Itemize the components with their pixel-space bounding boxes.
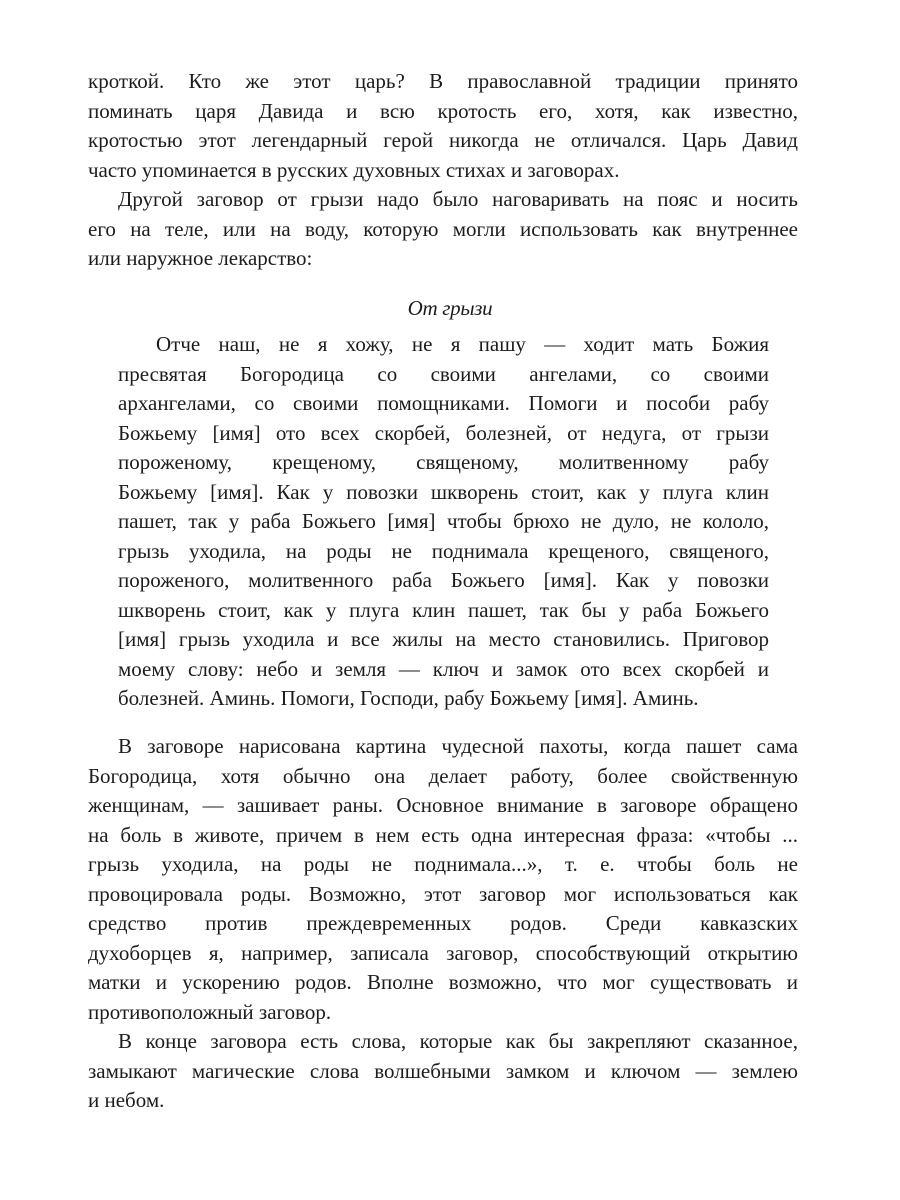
- paragraph: [88, 732, 798, 1027]
- text-line: замыкают магические слова волшебными замком и ключом — землею: [88, 1058, 798, 1083]
- text-line: его на теле, или на воду, которую могли использовать как внутреннее: [88, 216, 798, 241]
- text-line: женщинам, — зашивает раны. Основное внимание в заговоре обращено: [88, 793, 798, 817]
- text-block-bottom: [88, 732, 798, 1116]
- text-line: Другой заговор от грызи надо было наговаривать на пояс и носить: [118, 187, 798, 211]
- text-line: Богородица, хотя обычно она делает работу, более свойственную: [88, 763, 798, 788]
- spell-text: [118, 330, 769, 714]
- spell-line: болезней. Аминь. Помоги, Господи, рабу Божьему [имя]. Аминь.: [118, 686, 699, 710]
- spell-line: пороженого, молитвенного раба Божьего [имя]. Как у повозки: [118, 568, 769, 592]
- spell-line: Отче наш, не я хожу, не я пашу — ходит мать Божия: [156, 332, 769, 356]
- spell-line: [имя] грызь уходила и все жилы на место становились. Приговор: [118, 627, 769, 651]
- text-line: духоборцев я, например, записала заговор, способствующий открытию: [88, 940, 798, 965]
- spell-title: От грызи: [407, 296, 493, 320]
- text-line: кроткой. Кто же этот царь? В православной традиции принято: [88, 69, 798, 93]
- text-line: В конце заговора есть слова, которые как бы закрепляют сказанное,: [118, 1029, 798, 1053]
- text-line: кротостью этот легендарный герой никогда не отличался. Царь Давид: [88, 128, 798, 152]
- spell-line: грызь уходила, на роды не поднимала крещеного, священого,: [118, 538, 769, 563]
- paragraph: [88, 67, 798, 185]
- paragraph: [88, 1027, 798, 1116]
- text-block-top: [88, 67, 798, 274]
- paragraph: [88, 185, 798, 274]
- spell-line: Божьему [имя]. Как у повозки шкворень стоит, как у плуга клин: [118, 479, 769, 504]
- spell-line: пороженому, крещеному, священому, молитвенному рабу: [118, 450, 769, 474]
- text-line: на боль в животе, причем в нем есть одна интересная фраза: «чтобы ...: [88, 822, 798, 847]
- text-line: матки и ускорению родов. Вполне возможно, что мог существовать и: [88, 970, 798, 994]
- spell-line: архангелами, со своими помощниками. Помоги и пособи рабу: [118, 391, 769, 415]
- spell-line: шкворень стоит, как у плуга клин пашет, так бы у раба Божьего: [118, 597, 769, 622]
- text-line: грызь уходила, на роды не поднимала...», т. е. чтобы боль не: [88, 852, 798, 876]
- text-line: В заговоре нарисована картина чудесной пахоты, когда пашет сама: [118, 734, 798, 758]
- spell-line: Божьему [имя] ото всех скорбей, болезней, от недуга, от грызи: [118, 420, 769, 445]
- spell-line: пашет, так у раба Божьего [имя] чтобы брюхо не дуло, не кололо,: [118, 509, 769, 533]
- text-line: или наружное лекарство:: [88, 246, 313, 270]
- spell-line: моему слову: небо и земля — ключ и замок ото всех скорбей и: [118, 656, 769, 681]
- text-line: противоположный заговор.: [88, 999, 332, 1024]
- text-line: и небом.: [88, 1088, 165, 1112]
- text-line: средство против преждевременных родов. Среди кавказских: [88, 911, 798, 935]
- text-line: провоцировала роды. Возможно, этот заговор мог использоваться как: [88, 881, 798, 906]
- text-line: часто упоминается в русских духовных стихах и заговорах.: [88, 157, 620, 182]
- spell-line: пресвятая Богородица со своими ангелами, со своими: [118, 361, 769, 386]
- text-line: поминать царя Давида и всю кротость его, хотя, как известно,: [88, 98, 798, 123]
